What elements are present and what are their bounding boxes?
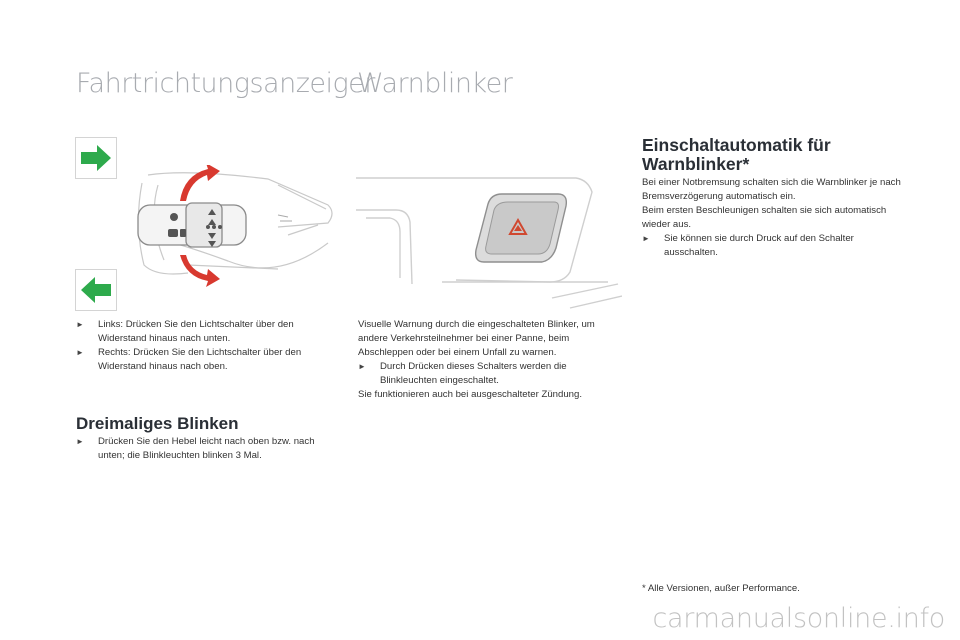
auto-hazard-heading: Einschaltautomatik für Warnblinker*	[642, 135, 831, 174]
bullet-icon: ►	[76, 437, 84, 446]
list-item: ► Sie können sie durch Druck auf den Schalter ausschalten.	[642, 233, 854, 258]
triple-blink-text	[76, 435, 326, 463]
bullet-icon: ►	[76, 320, 84, 329]
arrow-left-icon	[79, 275, 113, 305]
arrow-left-box	[75, 269, 117, 311]
bullet-icon: ►	[642, 234, 650, 243]
triple-blink-heading: Dreimaliges Blinken	[76, 414, 239, 433]
hazard-intro: Visuelle Warnung durch die eingeschalteten Blinker, um andere Verkehrsteilnehmer bei einer Panne, beim Abschleppen oder bei einem Unfall zu warnen.	[358, 319, 595, 358]
watermark: carmanualsonline.info	[652, 603, 945, 634]
bullet-icon: ►	[76, 348, 84, 357]
auto-hazard-para1: Bei einer Notbremsung schalten sich die Warnblinker je nach Bremsverzögerung automatisch ein.	[642, 177, 901, 202]
bullet-icon: ►	[358, 362, 366, 371]
list-item: ► Durch Drücken dieses Schalters werden die Blinkleuchten eingeschaltet.	[358, 361, 567, 386]
title-hazard: Warnblinker	[357, 68, 513, 99]
title-turn-signal: Fahrtrichtungsanzeiger	[76, 68, 375, 99]
hazard-switch-panel-icon	[356, 172, 622, 312]
hazard-text	[358, 318, 620, 402]
arrow-right-box	[75, 137, 117, 179]
auto-hazard-text	[642, 176, 904, 260]
list-item: ► Rechts: Drücken Sie den Lichtschalter über den Widerstand hinaus nach oben.	[76, 347, 302, 372]
hazard-illustration	[356, 172, 622, 317]
lever-illustration	[128, 165, 338, 295]
light-switch-lever-icon	[128, 165, 338, 290]
turn-signal-text	[76, 318, 336, 374]
footnote: * Alle Versionen, außer Performance.	[642, 583, 800, 594]
list-item: ► Links: Drücken Sie den Lichtschalter über den Widerstand hinaus nach unten.	[76, 319, 294, 344]
list-item: ► Drücken Sie den Hebel leicht nach oben bzw. nach unten; die Blinkleuchten blinken 3 Mal.	[76, 436, 315, 461]
arrow-right-icon	[79, 143, 113, 173]
auto-hazard-para2: Beim ersten Beschleunigen schalten sie sich automatisch wieder aus.	[642, 205, 887, 230]
hazard-outro: Sie funktionieren auch bei ausgeschalteter Zündung.	[358, 389, 583, 400]
